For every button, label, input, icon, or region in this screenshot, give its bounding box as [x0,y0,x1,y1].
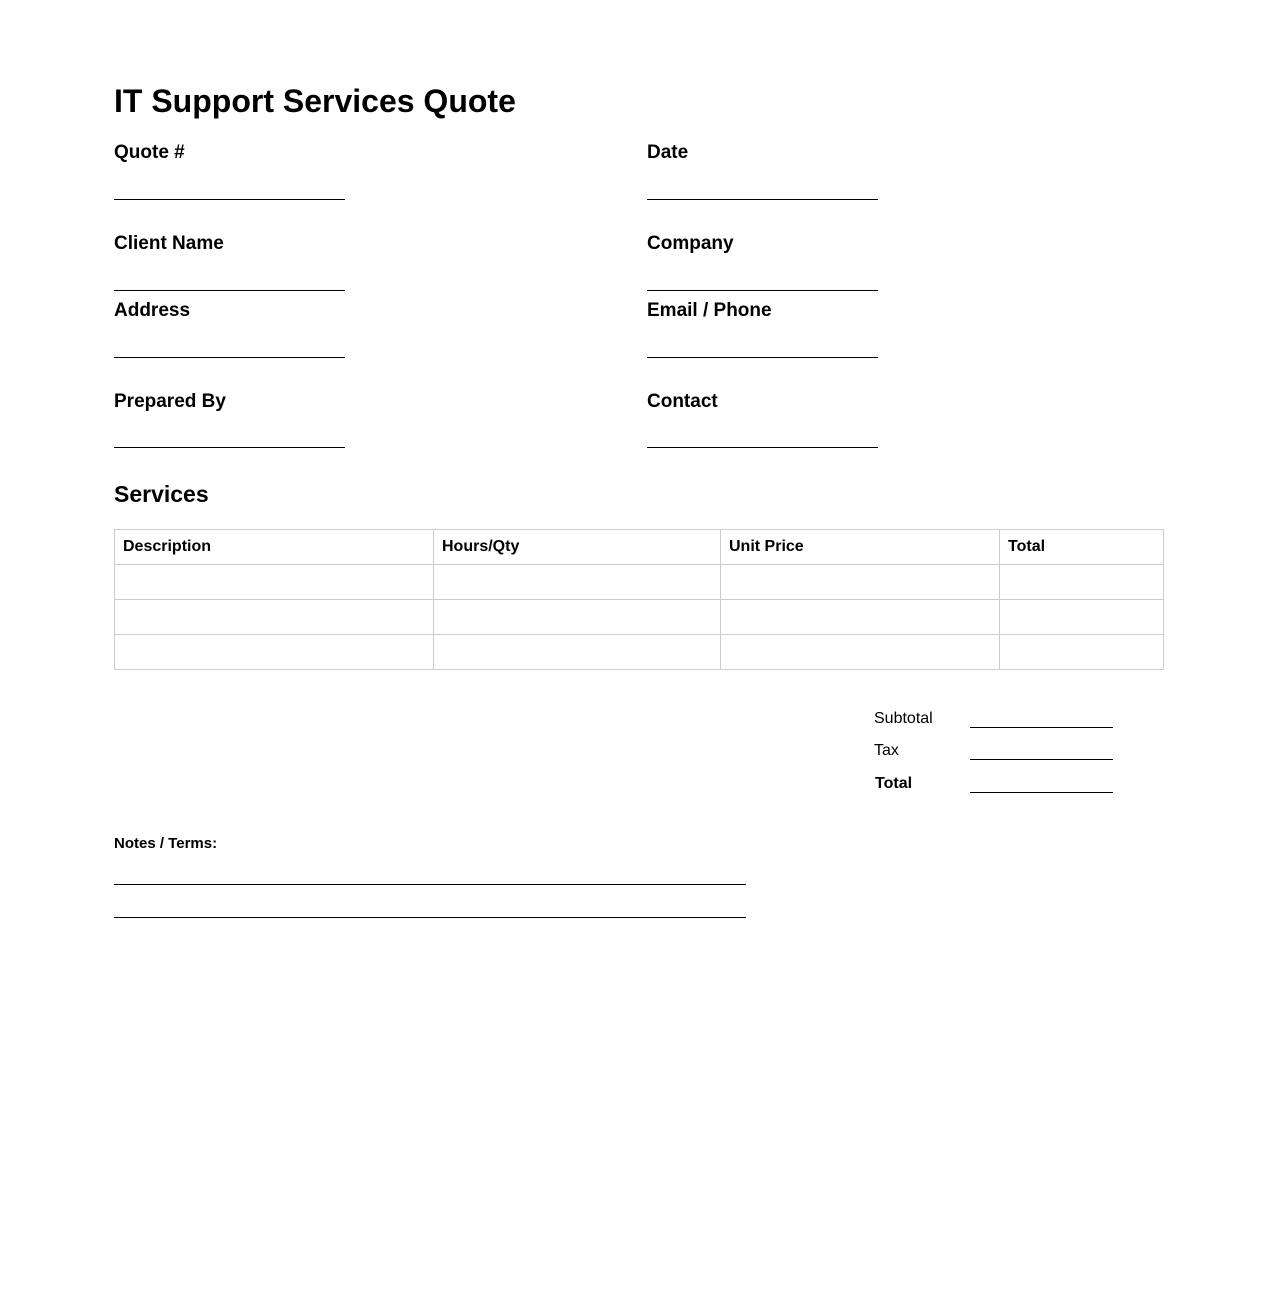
table-cell[interactable] [115,565,434,600]
prepared-by-line[interactable] [114,447,345,448]
table-row [115,635,1164,670]
table-cell[interactable] [115,635,434,670]
table-cell[interactable] [434,565,721,600]
date-line[interactable] [647,199,878,200]
table-row [115,565,1164,600]
page-title: IT Support Services Quote [114,83,516,119]
total-label: Total [875,775,913,792]
column-header: Unit Price [721,530,1000,565]
contact-label: Contact [647,391,718,412]
table-cell[interactable] [1000,565,1164,600]
quote-number-label: Quote # [114,142,185,163]
contact-line[interactable] [647,447,878,448]
notes-label: Notes / Terms: [114,835,218,852]
company-line[interactable] [647,290,878,291]
services-heading: Services [114,481,209,507]
client-name-label: Client Name [114,233,224,254]
company-label: Company [647,233,734,254]
email-phone-line[interactable] [647,357,878,358]
table-row [115,600,1164,635]
table-cell[interactable] [434,635,721,670]
table-header-row [115,530,1164,565]
table-cell[interactable] [1000,600,1164,635]
table-cell[interactable] [115,600,434,635]
address-line[interactable] [114,357,345,358]
column-header: Hours/Qty [434,530,721,565]
tax-label: Tax [874,742,899,759]
tax-line[interactable] [970,759,1113,760]
table-cell[interactable] [721,565,1000,600]
subtotal-label: Subtotal [874,710,933,727]
subtotal-line[interactable] [970,727,1113,728]
client-name-line[interactable] [114,290,345,291]
table-cell[interactable] [1000,635,1164,670]
services-table [114,529,1164,670]
table-cell[interactable] [721,635,1000,670]
notes-line[interactable] [114,917,746,918]
email-phone-label: Email / Phone [647,300,772,321]
column-header: Description [115,530,434,565]
table-cell[interactable] [721,600,1000,635]
prepared-by-label: Prepared By [114,391,226,412]
table-cell[interactable] [434,600,721,635]
address-label: Address [114,300,191,321]
date-label: Date [647,142,689,163]
notes-line[interactable] [114,884,746,885]
column-header: Total [1000,530,1164,565]
quote-number-line[interactable] [114,199,345,200]
total-line[interactable] [970,792,1113,793]
